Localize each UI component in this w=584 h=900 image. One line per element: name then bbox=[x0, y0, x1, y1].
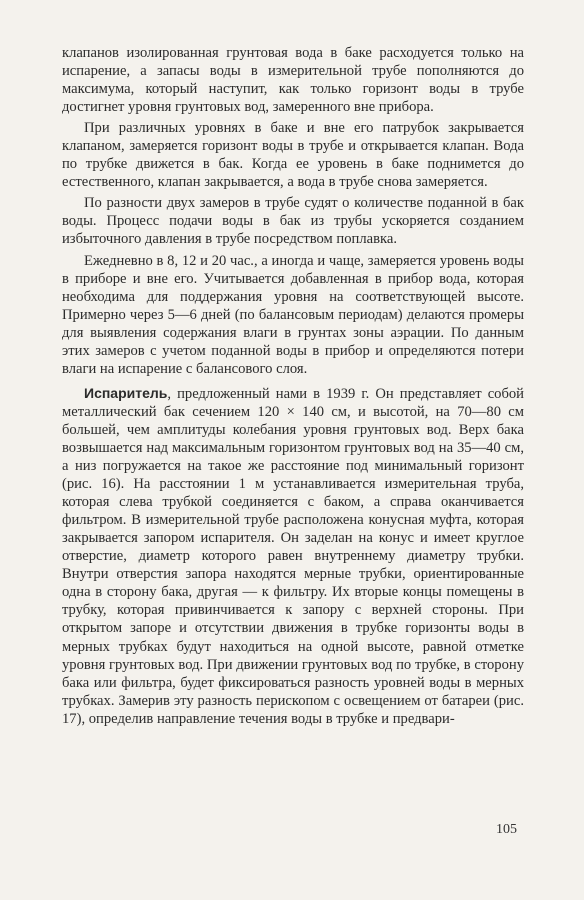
paragraph-text: По разности двух замеров в трубе судят о количестве поданной в бак воды. Процесс подачи воды в бак из трубы ускоряется созданием избыточного давления в трубе посредством поплавка. bbox=[62, 195, 524, 248]
paragraph-valve-continuation bbox=[62, 44, 524, 116]
paragraph-text: Ежедневно в 8, 12 и 20 час., а иногда и чаще, замеряется уровень воды в приборе и вне его. Учитывается добавленная в прибор вода, которая необходима для поддержания уровня на соответствующей высоте. Примерно через 5—6 дней (по балансовым периодам) делаются промеры для выявления содержания влаги в грунтах зоны аэрации. По данным этих замеров с учетом поданной воды в прибор и определяются потери влаги на испарение с балансового слоя. bbox=[62, 252, 524, 377]
paragraph-measurements bbox=[62, 194, 524, 248]
paragraph-text: При различных уровнях в баке и вне его патрубок закрывается клапаном, замеряется горизонт воды в трубе и открывается клапан. Вода по трубке движется в бак. Когда ее уровень в баке поднимется до естественного, клапан закрывается, а вода в трубе снова замеряется. bbox=[62, 120, 524, 191]
paragraph-evaporator bbox=[62, 384, 524, 728]
page-number: 105 bbox=[496, 822, 517, 837]
paragraph-text: клапанов изолированная грунтовая вода в баке расходуется только на испарение, а запасы воды в измерительной трубе пополняются до максимума, который наступит, как только горизонт воды в трубе достигнет уровня грунтовых вод, замеренного вне прибора. bbox=[62, 45, 524, 116]
paragraph-levels bbox=[62, 119, 524, 191]
paragraph-daily-readings bbox=[62, 252, 524, 378]
section-term: Испаритель bbox=[84, 384, 168, 401]
body-text bbox=[62, 44, 524, 728]
paragraph-text: , предложенный нами в 1939 г. Он представляет собой металлический бак сечением 120 × 140 см, и высотой, на 70—80 см большей, чем амплитуды колебания уровня грунтовых вод. Верх бака возвышается над максимальным горизонтом грунтовых вод на 35—40 см, а низ погружается на такое же расстояние под минимальный горизонт (рис. 16). На расстоянии 1 м устанавливается измерительная труба, которая слева трубкой соединяется с баком, а справа оканчивается фильтром. В измерительной трубе расположена конусная муфта, которая закрывается запором испарителя. Он заделан на конус и имеет круглое отверстие, диаметр которого равен внутреннему диаметру трубки. Внутри отверстия запора находятся мерные трубки, ориентированные одна в сторону бака, другая — к фильтру. Их вторые концы помещены в трубку, которая привинчивается к запору с верхней стороны. При открытом запоре и отсутствии движения в трубке горизонты воды в мерных трубках будут находиться на одной высоте, равной отметке уровня грунтовых вод. При движении грунтовых вод по трубке, в сторону бака или фильтра, будет фиксироваться разность уровней воды в мерных трубках. Замерив эту разность перископом с освещением от батареи (рис. 17), определив направление течения воды в трубке и предвари- bbox=[62, 385, 524, 727]
